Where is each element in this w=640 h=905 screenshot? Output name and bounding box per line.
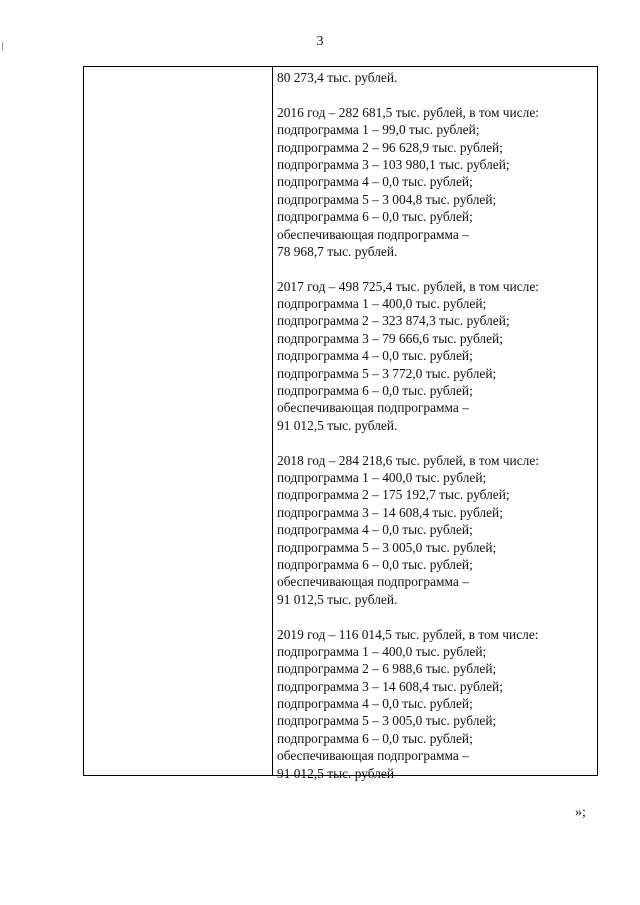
support-subprogram-amount: 78 968,7 тыс. рублей. [277, 243, 398, 259]
subprogram-line: подпрограмма 5 – 3 004,8 тыс. рублей; [277, 191, 497, 207]
support-subprogram-amount: 91 012,5 тыс. рублей. [277, 591, 398, 607]
continuation-line: 80 273,4 тыс. рублей. [277, 70, 398, 85]
table-column-divider [272, 67, 273, 775]
support-subprogram-line: обеспечивающая подпрограмма – [277, 574, 469, 590]
year-total-line: 2017 год – 498 725,4 тыс. рублей, в том числе: [277, 278, 539, 294]
support-subprogram-amount: 91 012,5 тыс. рублей. [277, 417, 398, 433]
subprogram-line: подпрограмма 4 – 0,0 тыс. рублей; [277, 522, 473, 538]
subprogram-line: подпрограмма 1 – 400,0 тыс. рублей; [277, 469, 487, 485]
subprogram-line: подпрограмма 3 – 79 666,6 тыс. рублей; [277, 330, 503, 346]
subprogram-line: подпрограмма 5 – 3 005,0 тыс. рублей; [277, 539, 497, 555]
year-total-line: 2018 год – 284 218,6 тыс. рублей, в том числе: [277, 452, 539, 468]
subprogram-line: подпрограмма 6 – 0,0 тыс. рублей; [277, 730, 473, 746]
subprogram-line: подпрограмма 1 – 400,0 тыс. рублей; [277, 643, 487, 659]
support-subprogram-line: обеспечивающая подпрограмма – [277, 400, 469, 416]
year-total-line: 2019 год – 116 014,5 тыс. рублей, в том числе: [277, 626, 539, 642]
year-block-2016 [277, 104, 593, 261]
subprogram-line: подпрограмма 5 – 3 772,0 тыс. рублей; [277, 365, 497, 381]
subprogram-line: подпрограмма 1 – 400,0 тыс. рублей; [277, 296, 487, 312]
subprogram-line: подпрограмма 4 – 0,0 тыс. рублей; [277, 348, 473, 364]
year-block-2017 [277, 278, 593, 435]
subprogram-line: подпрограмма 4 – 0,0 тыс. рублей; [277, 174, 473, 190]
page-number: 3 [316, 34, 324, 49]
subprogram-line: подпрограмма 6 – 0,0 тыс. рублей; [277, 556, 473, 572]
support-subprogram-amount: 91 012,5 тыс. рублей [277, 765, 395, 781]
subprogram-line: подпрограмма 4 – 0,0 тыс. рублей; [277, 696, 473, 712]
subprogram-line: подпрограмма 6 – 0,0 тыс. рублей; [277, 383, 473, 399]
support-subprogram-line: обеспечивающая подпрограмма – [277, 748, 469, 764]
subprogram-line: подпрограмма 1 – 99,0 тыс. рублей; [277, 122, 480, 138]
subprogram-line: подпрограмма 6 – 0,0 тыс. рублей; [277, 209, 473, 225]
subprogram-line: подпрограмма 2 – 96 628,9 тыс. рублей; [277, 139, 503, 155]
funding-table [83, 66, 598, 781]
funding-details-cell [277, 69, 593, 782]
subprogram-line: подпрограмма 2 – 175 192,7 тыс. рублей; [277, 487, 510, 503]
subprogram-line: подпрограмма 3 – 14 608,4 тыс. рублей; [277, 678, 503, 694]
support-subprogram-line: обеспечивающая подпрограмма – [277, 226, 469, 242]
subprogram-line: подпрограмма 3 – 14 608,4 тыс. рублей; [277, 504, 503, 520]
subprogram-line: подпрограмма 2 – 6 988,6 тыс. рублей; [277, 661, 497, 677]
year-block-2019 [277, 626, 593, 783]
subprogram-line: подпрограмма 5 – 3 005,0 тыс. рублей; [277, 713, 497, 729]
subprogram-line: подпрограмма 2 – 323 874,3 тыс. рублей; [277, 313, 510, 329]
closing-quote-mark: »; [575, 805, 586, 820]
continuation-block [277, 69, 593, 86]
year-total-line: 2016 год – 282 681,5 тыс. рублей, в том числе: [277, 104, 539, 120]
subprogram-line: подпрограмма 3 – 103 980,1 тыс. рублей; [277, 156, 510, 172]
year-block-2018 [277, 452, 593, 609]
